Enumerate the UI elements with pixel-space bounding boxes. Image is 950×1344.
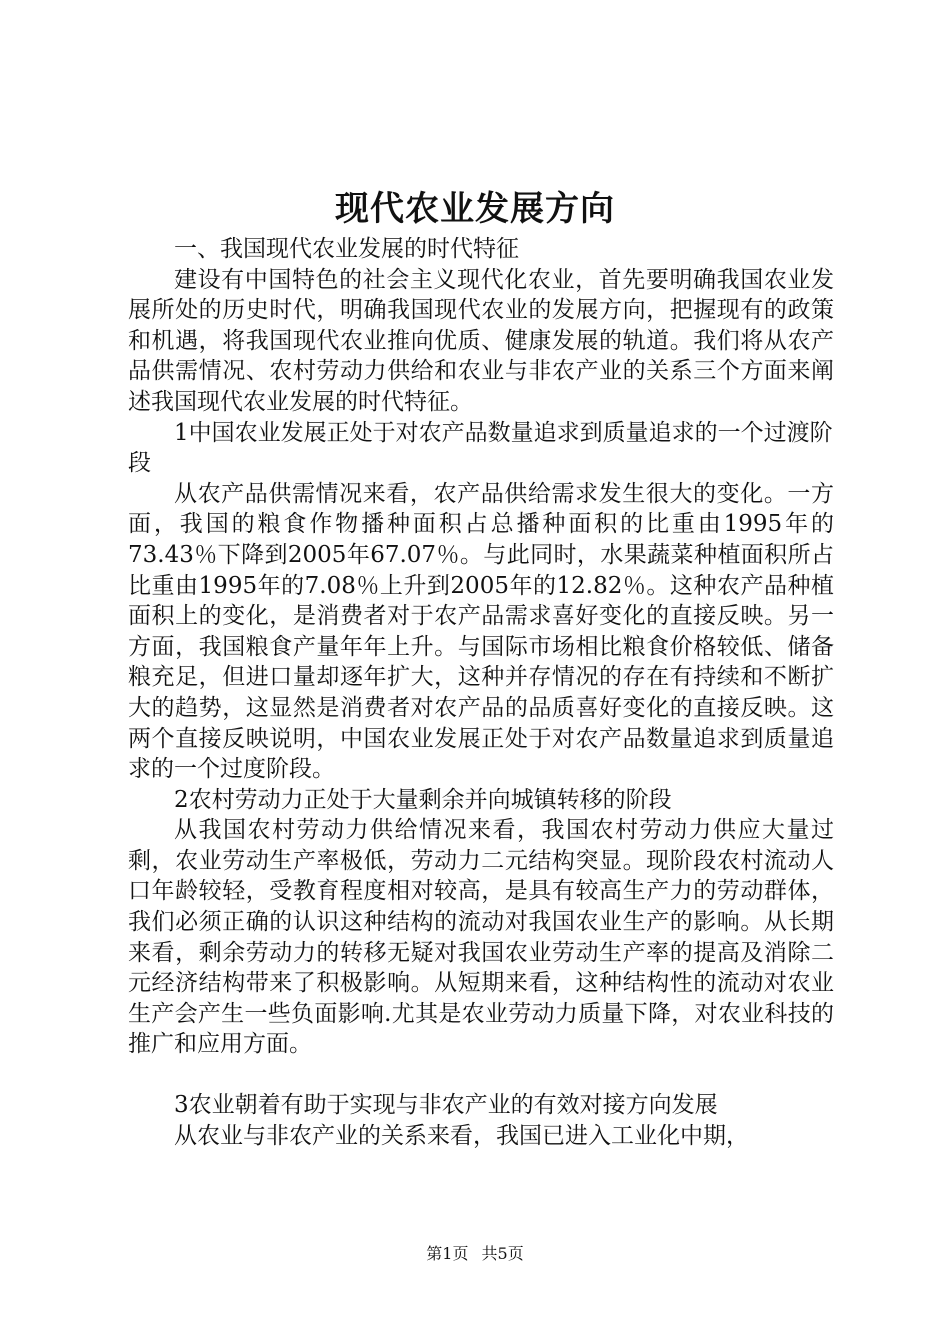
page-total: 共5页 <box>481 1244 524 1263</box>
page-number: 第1页 <box>426 1244 469 1263</box>
subsection-heading: 2农村劳动力正处于大量剩余并向城镇转移的阶段 <box>174 786 672 813</box>
body-paragraph: 从农业与非农产业的关系来看，我国已进入工业化中期， <box>174 1122 749 1149</box>
subsection-heading: 3农业朝着有助于实现与非农产业的有效对接方向发展 <box>174 1092 718 1119</box>
body-paragraph: 建设有中国特色的社会主义现代化农业，首先要明确我国农业发展所处的历史时代，明确我国现代农业的发展方向，把握现有的政策和机遇，将我国现代农业推向优质、健康发展的轨道。我们将从农产品供需情况、农村劳动力供给和农业与非农产业的关系三个方面来阐述我国现代农业发展的时代特征。 <box>128 266 834 415</box>
page-footer <box>0 1242 950 1266</box>
body-paragraph: 从农产品供需情况来看，农产品供给需求发生很大的变化。一方面，我国的粮食作物播种面积占总播种面积的比重由1995年的73.43％下降到2005年67.07％。与此同时，水果蔬菜种植面积所占比重由1995年的7.08％上升到2005年的12.82％。这种农产品种植面积上的变化，是消费者对于农产品需求喜好变化的直接反映。另一方面，我国粮食产量年年上升。与国际市场相比粮食价格较低、储备粮充足，但进口量却逐年扩大，这种并存情况的存在有持续和不断扩大的趋势，这显然是消费者对农产品的品质喜好变化的直接反映。这两个直接反映说明，中国农业发展正处于对农产品数量追求到质量追求的一个过度阶段。 <box>128 480 834 783</box>
subsection-heading: 1中国农业发展正处于对农产品数量追求到质量追求的一个过渡阶段 <box>128 419 833 477</box>
body-paragraph: 从我国农村劳动力供给情况来看，我国农村劳动力供应大量过剩，农业劳动生产率极低，劳动力二元结构突显。现阶段农村流动人口年龄较轻，受教育程度相对较高，是具有较高生产力的劳动群体，我们必须正确的认识这种结构的流动对我国农业生产的影响。从长期来看，剩余劳动力的转移无疑对我国农业劳动生产率的提高及消除二元经济结构带来了积极影响。从短期来看，这种结构性的流动对农业生产会产生一些负面影响.尤其是农业劳动力质量下降，对农业科技的推广和应用方面。 <box>128 817 834 1058</box>
document-body <box>128 234 834 1151</box>
section-heading: 一、我国现代农业发展的时代特征 <box>174 236 519 262</box>
document-title: 现代农业发展方向 <box>335 189 615 229</box>
